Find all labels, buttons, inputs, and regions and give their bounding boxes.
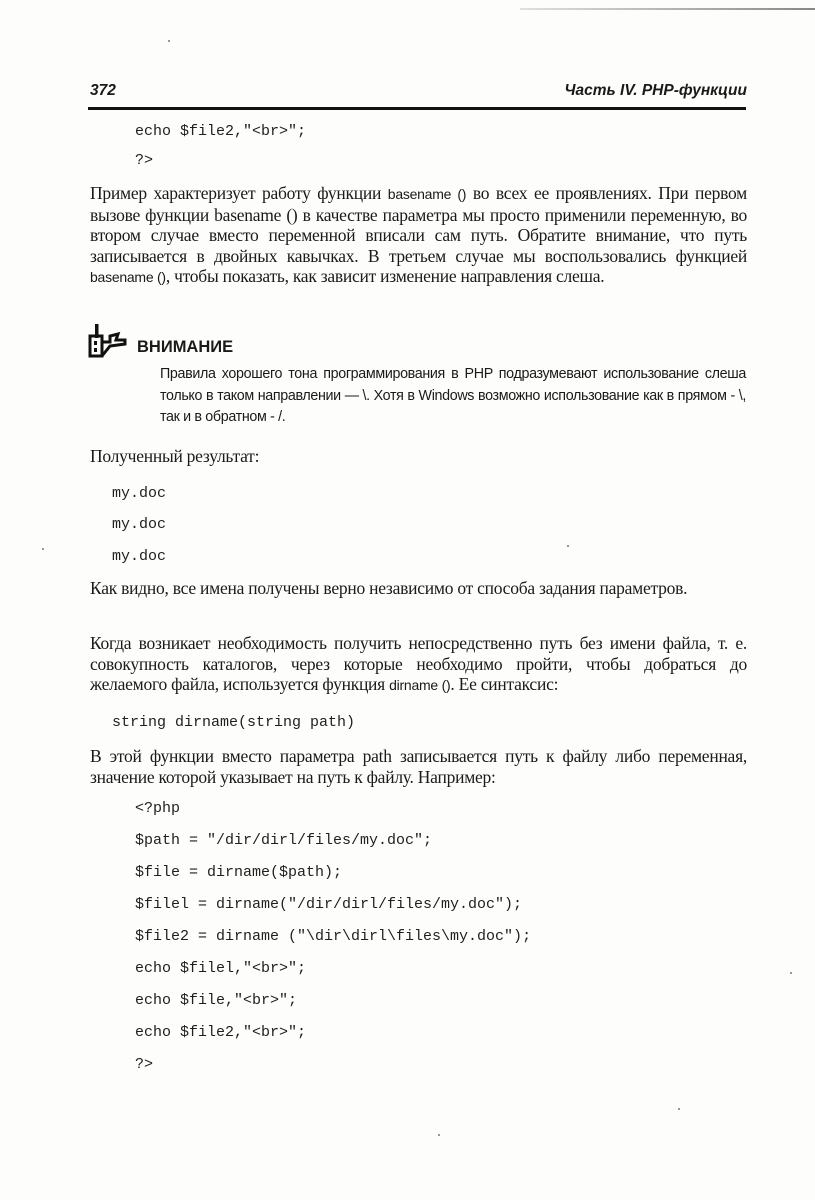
chapter-title: Часть IV. PHP-функции bbox=[564, 82, 747, 99]
result-label: Полученный результат: bbox=[90, 446, 260, 466]
paragraph-text: . Ее синтаксис: bbox=[450, 674, 559, 694]
result-line: my.doc bbox=[112, 516, 167, 533]
paragraph-text: во всех ее проявлениях. При первом вызове функции basename () в качестве параметра мы просто применили переменную, во втором случае вместо переменной вписали сам путь. Обратите внимание, что путь записывается в двойных кавычках. В третьем случае мы воспользовались функцией bbox=[90, 183, 747, 266]
note-body: Правила хорошего тона программирования в PHP подразумевают использование слеша только в таком направлении — \. Хотя в Windows возможно использование как в прямом - \, так и в обратном - /. bbox=[160, 366, 746, 425]
code-line: ?> bbox=[135, 1056, 154, 1073]
scan-speck bbox=[42, 548, 44, 550]
code-line: echo $file2,"<br>"; bbox=[135, 123, 307, 140]
result-line: my.doc bbox=[112, 485, 167, 502]
code-line: <?php bbox=[135, 800, 181, 817]
code-line: $path = "/dir/dirl/files/my.doc"; bbox=[135, 832, 433, 849]
code-line: echo $file2,"<br>"; bbox=[135, 1024, 307, 1041]
code-line: ?> bbox=[135, 152, 154, 169]
scan-speck bbox=[790, 972, 792, 974]
paragraph-text: , чтобы показать, как зависит изменение направления слеша. bbox=[165, 266, 605, 286]
paragraph-conclusion: Как видно, все имена получены верно независимо от способа задания параметров. bbox=[90, 578, 688, 598]
code-line: echo $filel,"<br>"; bbox=[135, 960, 307, 977]
scan-speck bbox=[438, 1134, 440, 1136]
header-rule bbox=[88, 107, 746, 110]
scan-edge-line bbox=[520, 8, 815, 10]
note-title: ВНИМАНИЕ bbox=[137, 338, 234, 356]
paragraph-dirname-param: В этой функции вместо параметра path записывается путь к файлу либо переменная, значение которой указывает на путь к файлу. Например: bbox=[90, 746, 747, 787]
paragraph-text: Пример характеризует работу функции bbox=[90, 183, 388, 203]
scan-speck bbox=[567, 545, 569, 547]
scan-speck bbox=[678, 1108, 680, 1110]
inline-code: basename () bbox=[387, 186, 467, 202]
code-line: echo $file,"<br>"; bbox=[135, 992, 298, 1009]
page-number: 372 bbox=[90, 82, 116, 99]
result-line: my.doc bbox=[112, 548, 167, 565]
attention-hand-icon bbox=[88, 322, 128, 360]
inline-code: dirname () bbox=[389, 677, 451, 693]
paragraph-basename bbox=[90, 183, 747, 288]
syntax-line: string dirname(string path) bbox=[112, 714, 356, 731]
inline-code: basename () bbox=[90, 269, 166, 285]
paragraph-dirname-intro bbox=[90, 633, 747, 696]
page-header bbox=[90, 80, 747, 104]
code-line: $file = dirname($path); bbox=[135, 864, 343, 881]
code-line: $file2 = dirname ("\dir\dirl\files\my.doc"); bbox=[135, 928, 532, 945]
paragraph-text: Когда возникает необходимость получить непосредственно путь без имени файла, т. е. совокупность каталогов, через которые необходимо пройти, чтобы добраться до желаемого файла, используется функция bbox=[90, 633, 747, 694]
code-line: $filel = dirname("/dir/dirl/files/my.doc"); bbox=[135, 896, 523, 913]
scan-speck bbox=[168, 40, 170, 42]
